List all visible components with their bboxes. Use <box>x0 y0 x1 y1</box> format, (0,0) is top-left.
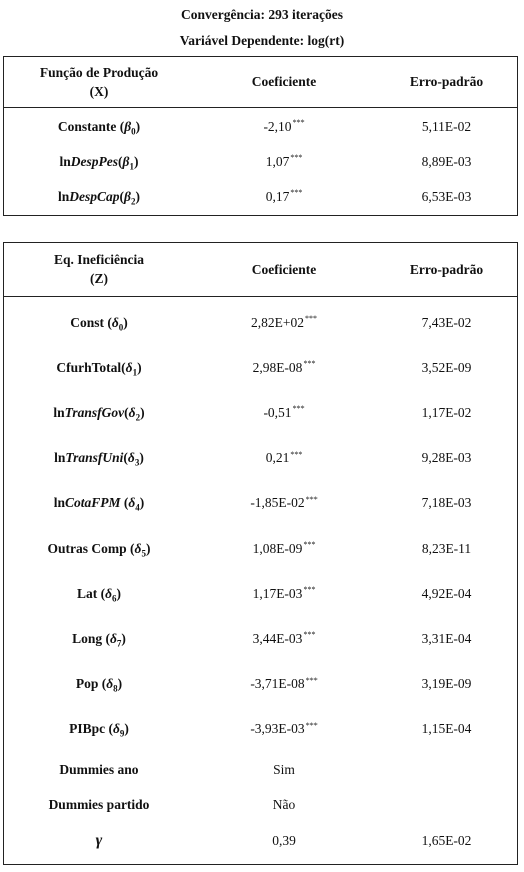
inefficiency-equation-table <box>3 242 518 865</box>
table1-coef-header: Coeficiente <box>251 74 317 89</box>
convergence-caption: Convergência: 293 iterações <box>181 7 343 22</box>
table2-coefficient: -1,85E-02*** <box>250 494 318 511</box>
table2-se-header: Erro-padrão <box>409 261 484 277</box>
table2-variable-label: Pop $(\delta_8)$ <box>75 676 123 694</box>
table1-coefficient: -2,10*** <box>263 118 305 134</box>
table2-variable-label: $lnTransfGov(\delta_2)$ <box>53 404 145 423</box>
table2-header-row <box>4 243 517 296</box>
table2-coef-header: Coeficiente <box>251 261 317 277</box>
table2-variable-label: Lat $(\delta_6)$ <box>76 585 122 604</box>
table2-row <box>4 390 517 435</box>
table2-standard-error: 3,52E-09 <box>421 359 472 375</box>
table2-standard-error: 1,15E-04 <box>421 721 472 737</box>
table1-coefficient: 1,07*** <box>265 153 303 169</box>
table1-variable-label: $lnDespCap(\beta_2)$ <box>58 188 140 207</box>
table1-header-row <box>4 57 517 107</box>
table1-row <box>4 109 517 144</box>
table2-standard-error: 3,19E-09 <box>421 676 472 692</box>
table2-standard-error: 4,92E-04 <box>421 585 472 601</box>
table2-row <box>4 662 517 707</box>
gamma-row <box>4 822 517 860</box>
dummies-ano-row: Dummies ano Sim <box>59 761 295 777</box>
table1-row <box>4 144 517 179</box>
table2-standard-error: 7,43E-02 <box>421 314 472 330</box>
table1-standard-error: 6,53E-03 <box>421 188 472 204</box>
table2-variable-label: PIBpc $(\delta_9)$ <box>69 721 129 740</box>
table2-variable-label: $lnTransfUni(\delta_3)$ <box>54 450 144 468</box>
table1-standard-error: 8,89E-03 <box>421 153 472 169</box>
table2-variable-label: Long $(\delta_7)$ <box>72 630 126 649</box>
table2-row <box>4 707 517 752</box>
table2-standard-error: 1,17E-02 <box>421 404 472 420</box>
table2-standard-error: 3,31E-04 <box>421 630 472 646</box>
table2-variable-label: $CfurhTotal(\delta_1)$ <box>56 359 142 378</box>
table2-row <box>4 436 517 481</box>
table2-coefficient: 1,17E-03*** <box>252 585 316 601</box>
gamma-coef: 0,39 <box>272 833 296 848</box>
table2-col1-header: Eq. Ineficiência (Z) <box>54 252 144 286</box>
dependent-variable-caption: Variável Dependente: log(rt) <box>179 33 345 48</box>
gamma-label: γ <box>95 832 103 849</box>
table2-row <box>4 571 517 616</box>
table2-variable-label: Outras Comp $(\delta_5)$ <box>47 540 151 559</box>
table2-coefficient: 3,44E-03*** <box>252 630 316 646</box>
table2-standard-error: 9,28E-03 <box>421 450 472 466</box>
table2-coefficient: 2,82E+02*** <box>251 314 317 330</box>
table1-coefficient: 0,17*** <box>265 188 303 204</box>
gamma-se: 1,65E-02 <box>421 833 472 848</box>
table1-row <box>4 179 517 214</box>
table2-standard-error: 8,23E-11 <box>421 540 472 556</box>
table2-row <box>4 526 517 571</box>
table2-row <box>4 481 517 526</box>
table1-se-header: Erro-padrão <box>409 74 484 89</box>
table2-variable-label: Const $(\delta_0)$ <box>70 314 128 333</box>
production-function-table <box>3 56 518 216</box>
table2-coefficient: -3,93E-03*** <box>250 720 318 737</box>
table2-row <box>4 300 517 345</box>
table1-col1-header: Função de Produção (X) <box>39 64 159 99</box>
table2-variable-label: lnCotaFPM $(\delta_4)$ <box>53 495 145 514</box>
table2-standard-error: 7,18E-03 <box>421 495 472 511</box>
dummies-partido-row: Dummies partido Não <box>48 796 296 812</box>
table2-coefficient: 0,21*** <box>265 449 303 466</box>
table2-coefficient: -3,71E-08*** <box>250 675 318 692</box>
table1-variable-label: Constante $(\beta_0)$ <box>57 118 141 137</box>
table2-coefficient: 1,08E-09*** <box>252 540 316 556</box>
table2-row <box>4 616 517 661</box>
table1-variable-label: $lnDespPes(\beta_1)$ <box>59 153 139 172</box>
table1-standard-error: 5,11E-02 <box>421 118 472 134</box>
table2-coefficient: 2,98E-08*** <box>252 359 316 375</box>
table2-coefficient: -0,51*** <box>263 404 305 420</box>
table2-row <box>4 345 517 390</box>
